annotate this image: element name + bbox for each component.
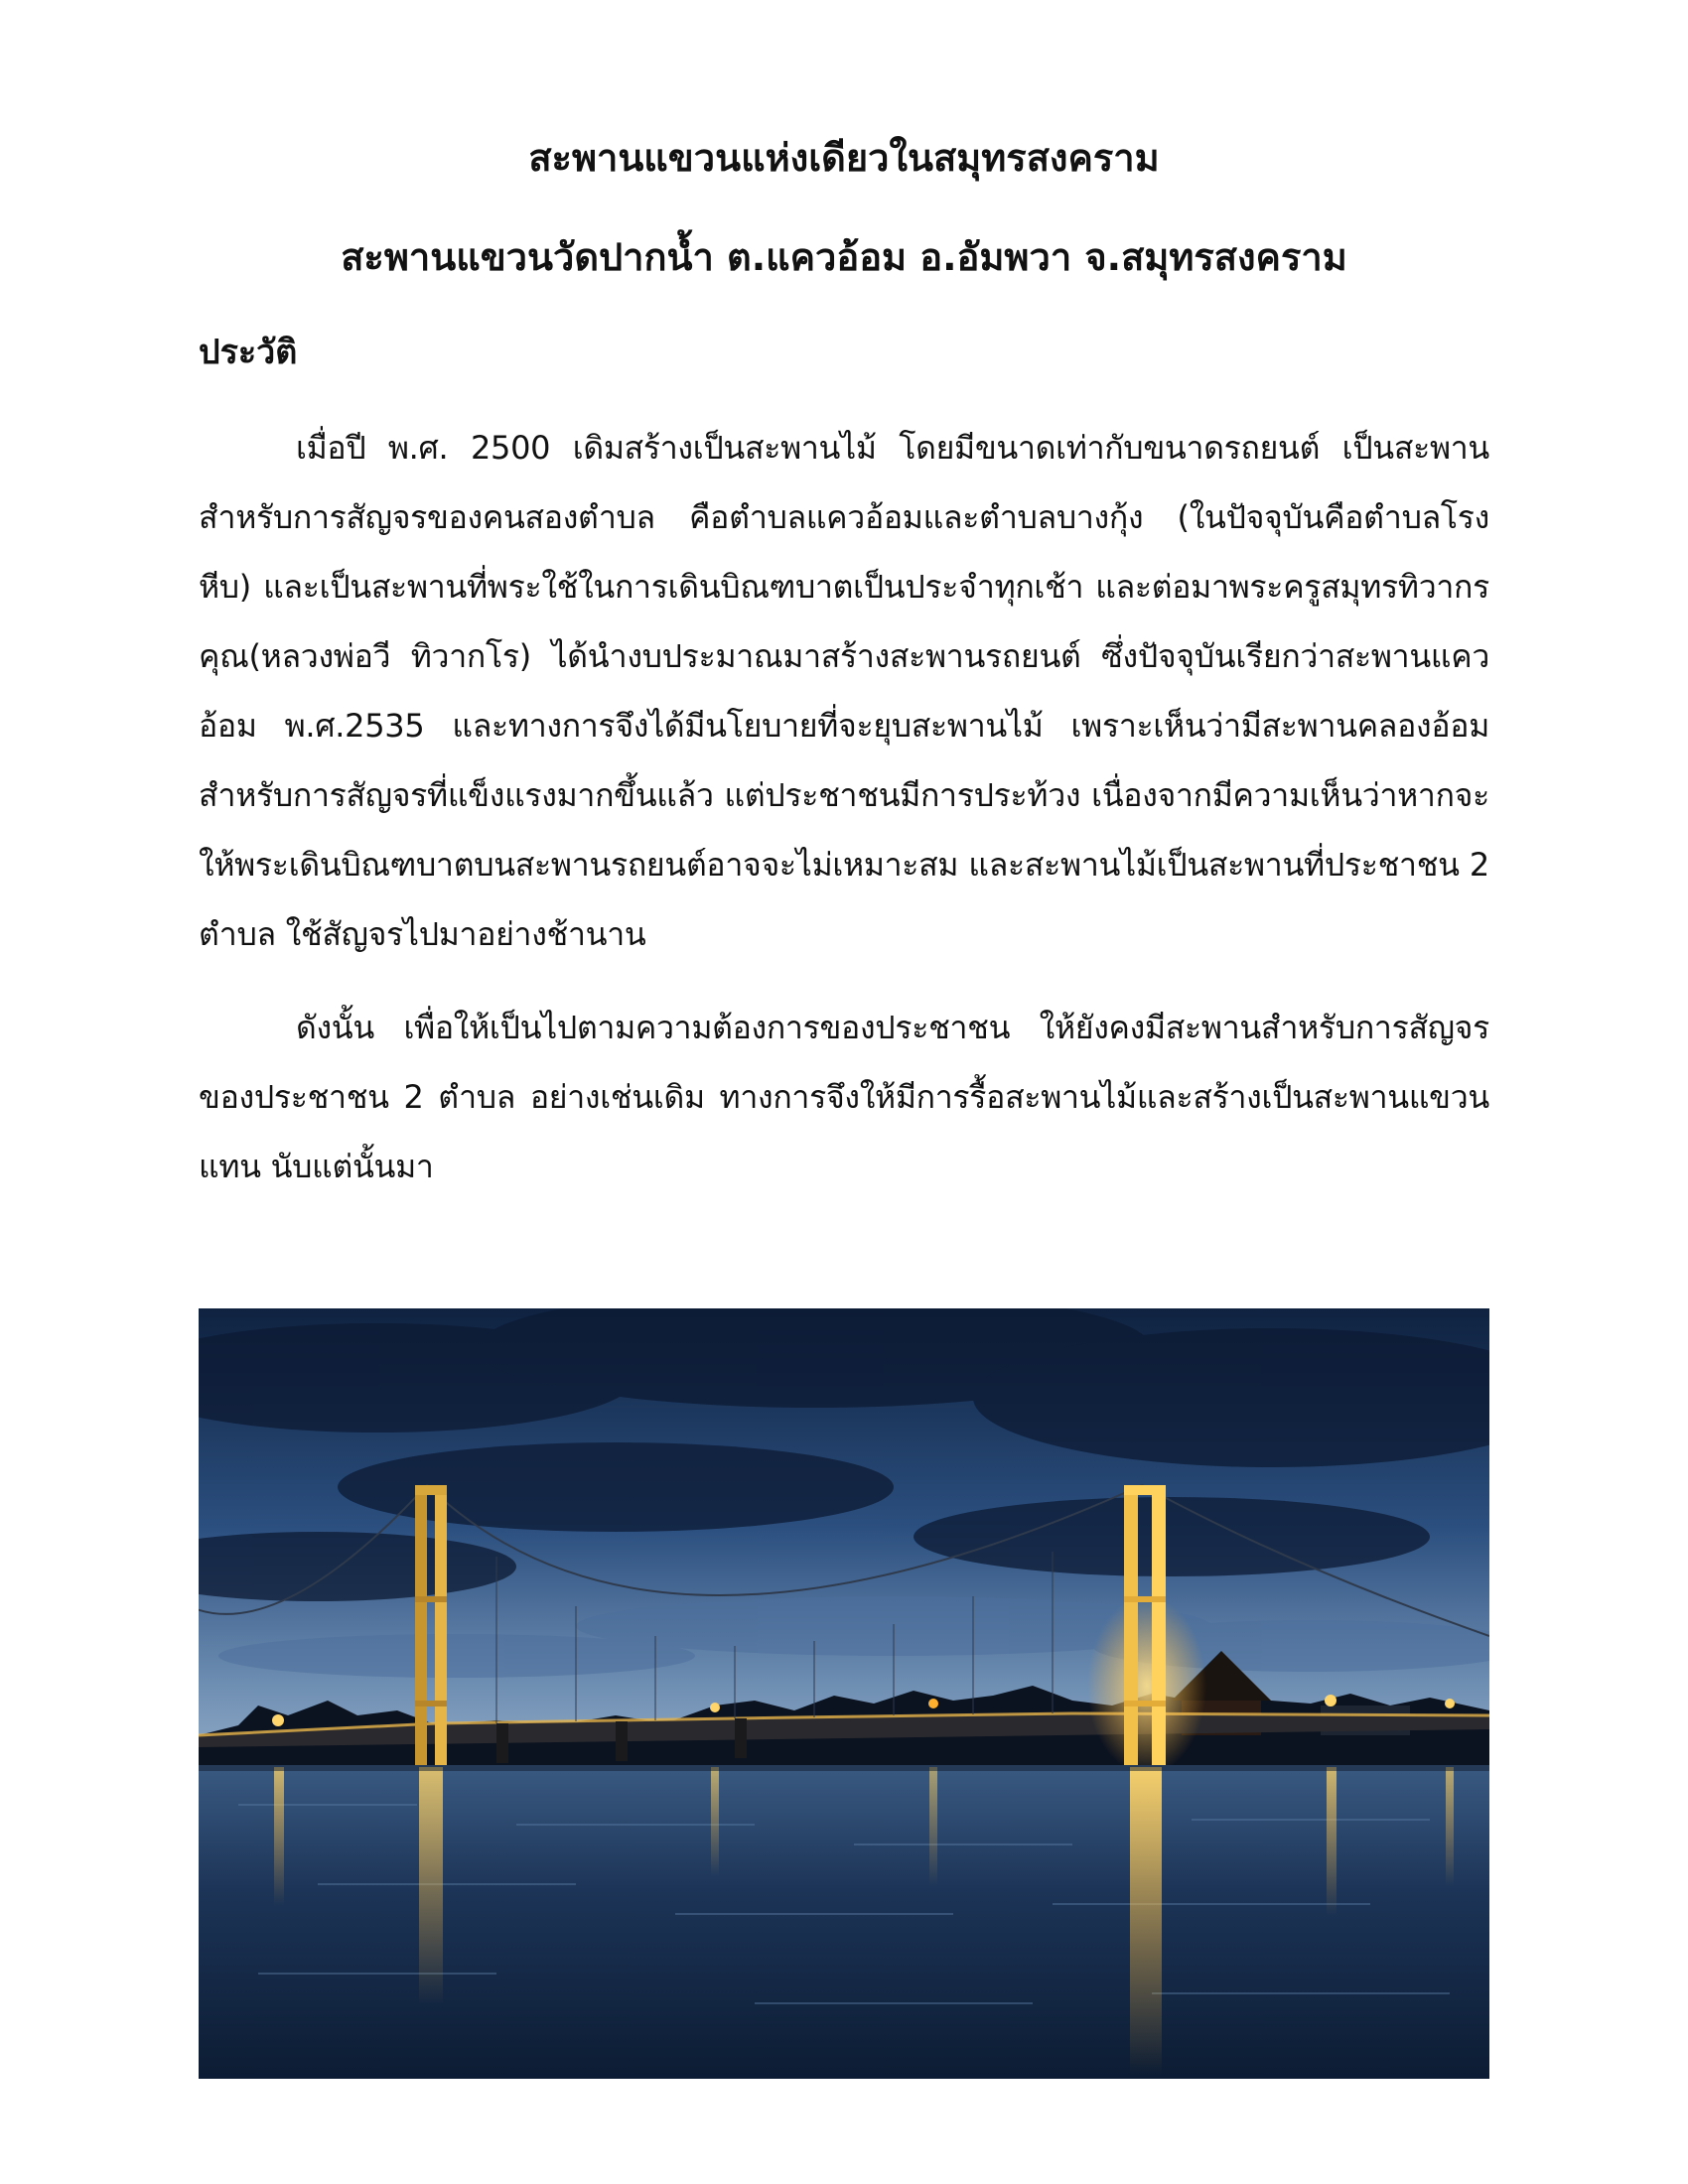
bridge-photo bbox=[199, 1308, 1489, 2079]
paragraph-history: เมื่อปี พ.ศ. 2500 เดิมสร้างเป็นสะพานไม้ โดยมีขนาดเท่ากับขนาดรถยนต์ เป็นสะพานสำหรับการสัญจรของคนสองตำบล คือตำบลแควอ้อมและตำบลบางกุ้ง (ในปัจจุบันคือตำบลโรงหีบ) และเป็นสะพานที่พระใช้ในการเดินบิณฑบาตเป็นประจำทุกเช้า และต่อมาพระครูสมุทรทิวากรคุณ(หลวงพ่อวี ทิวากโร) ได้นำงบประมาณมาสร้างสะพานรถยนต์ ซึ่งปัจจุบันเรียกว่าสะพานแควอ้อม พ.ศ.2535 และทางการจึงได้มีนโยบายที่จะยุบสะพานไม้ เพราะเห็นว่ามีสะพานคลองอ้อมสำหรับการสัญจรที่แข็งแรงมากขึ้นแล้ว แต่ประชาชนมีการประท้วง เนื่องจากมีความเห็นว่าหากจะให้พระเดินบิณฑบาตบนสะพานรถยนต์อาจจะไม่เหมาะสม และสะพานไม้เป็นสะพานที่ประชาชน 2 ตำบล ใช้สัญจรไปมาอย่างช้านาน bbox=[199, 429, 1489, 953]
bridge-photo-illustration bbox=[199, 1308, 1489, 2079]
document-title: สะพานแขวนแห่งเดียวในสมุทรสงคราม bbox=[528, 136, 1160, 180]
paragraph-conclusion: ดังนั้น เพื่อให้เป็นไปตามความต้องการของประชาชน ให้ยังคงมีสะพานสำหรับการสัญจรของประชาชน 2 ตำบล อย่างเช่นเดิม ทางการจึงให้มีการรื้อสะพานไม้และสร้างเป็นสะพานแขวนแทน นับแต่นั้นมา bbox=[199, 1009, 1489, 1185]
document-subtitle: สะพานแขวนวัดปากน้ำ ต.แควอ้อม อ.อัมพวา จ.สมุทรสงคราม bbox=[341, 235, 1347, 279]
section-heading: ประวัติ bbox=[199, 333, 298, 372]
